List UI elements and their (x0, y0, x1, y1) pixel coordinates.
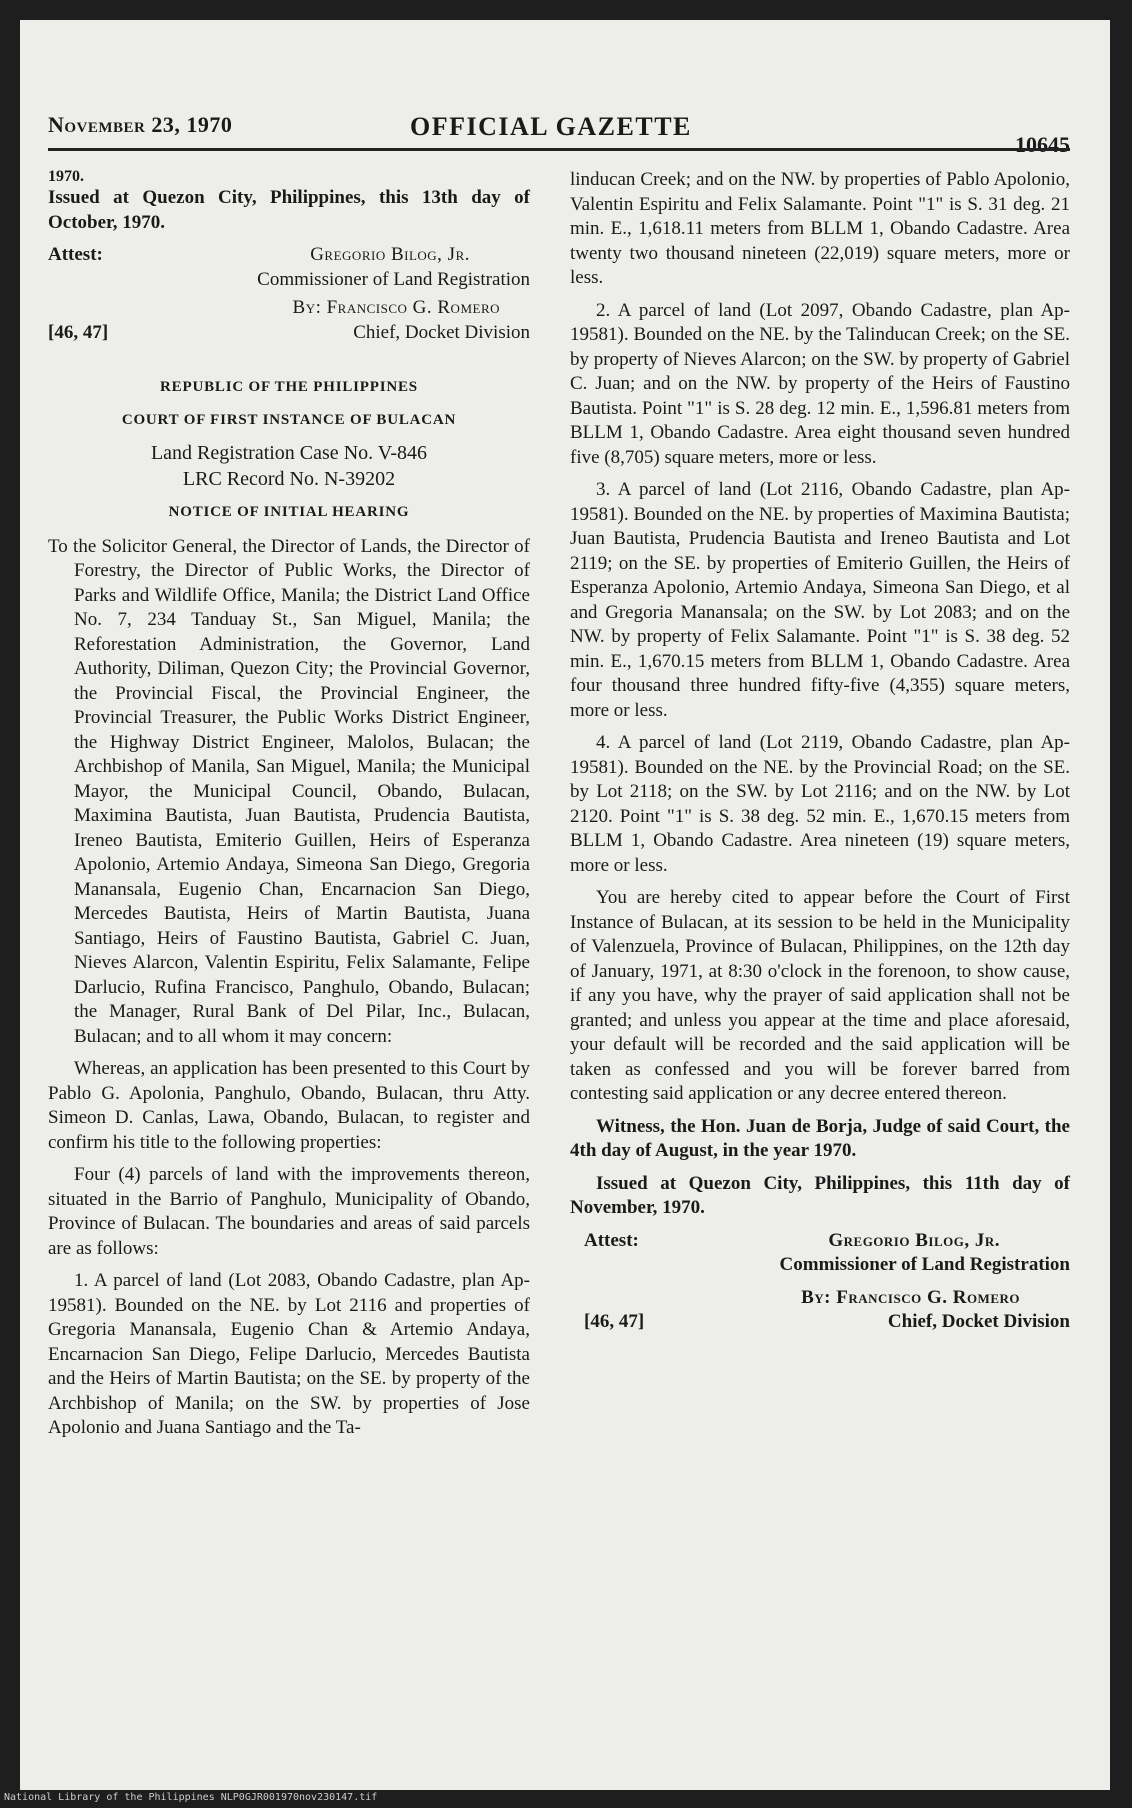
signer-title: Commissioner of Land Registration (779, 1254, 1070, 1275)
signer-name: Gregorio Bilog, Jr. (310, 244, 470, 265)
court-heading: COURT OF FIRST INSTANCE OF BULACAN (121, 411, 457, 428)
notice-title: NOTICE OF INITIAL HEARING (168, 504, 410, 520)
parcel-2-paragraph: 2. A parcel of land (Lot 2097, Obando Cadastre, plan Ap-19581). Bounded on the NE. by the Talinducan Creek; on the SE. by property of Nieves Alarcon; on the SW. by property of Gabriel C. Juan; and on the NW. by property of the Heirs of Faustino Bautista. Point "1" is S. 28 deg. 12 min. E., 1,596.81 meters from BLLM 1, Obando Cadastre. Area eight thousand seven hundred five (8,705) square meters, more or less. (570, 299, 1070, 468)
parcels-intro-paragraph: Four (4) parcels of land with the improvements thereon, situated in the Barrio of Panghulo, Municipality of Obando, Province of Bulacan. The boundaries and areas of said parcels are as follows: (48, 1164, 530, 1259)
reference-number: [46, 47] (48, 321, 109, 343)
chief-title: Chief, Docket Division (353, 321, 530, 343)
parcel-4-paragraph: 4. A parcel of land (Lot 2119, Obando Cadastre, plan Ap-19581). Bounded on the NE. by the Provincial Road; on the SE. by Lot 2118; on the SW. by Lot 2116; and on the NW. by Lot 2120. Point "1" is S. 38 deg. 52 min. E., 1,670.15 meters from BLLM 1, Obando Cadastre. Area nineteen (19) square meters, more or less. (570, 732, 1070, 876)
witness-paragraph: Witness, the Hon. Juan de Borja, Judge of said Court, the 4th day of August, in the year 1970. (570, 1115, 1070, 1161)
case-number: Land Registration Case No. V-846 (150, 442, 428, 464)
signer-name: Gregorio Bilog, Jr. (828, 1229, 1000, 1251)
reference-row (48, 321, 530, 346)
publication-title: OFFICIAL GAZETTE (410, 112, 692, 141)
right-column (570, 168, 1070, 1335)
issued-paragraph: Issued at Quezon City, Philippines, this 11th day of November, 1970. (570, 1172, 1070, 1218)
lrc-record-number: LRC Record No. N-39202 (182, 468, 396, 490)
attest-row (48, 243, 530, 268)
parcel-1-paragraph: 1. A parcel of land (Lot 2083, Obando Cadastre, plan Ap-19581). Bounded on the NE. by Lot 2116 and properties of Gregoria Manansala, Eugenio Chan & Artemio Andaya, Encarnacion San Diego, Felipe Darlucio, Mercedes Bautista and the Heirs of Martin Bautista; on the SE. by property of the Archbishop of Manila; on the SW. by properties of Jose Apolonio and Juana Santiago and the Ta- (48, 1270, 530, 1438)
gazette-page (20, 20, 1110, 1790)
left-column (48, 168, 530, 1449)
republic-heading: REPUBLIC OF THE PHILIPPINES (160, 379, 418, 395)
by-line: By: Francisco G. Romero (801, 1286, 1020, 1308)
attest-label: Attest: (48, 244, 103, 265)
by-line: By: Francisco G. Romero (292, 297, 500, 318)
addressee-paragraph: To the Solicitor General, the Director of Lands, the Director of Forestry, the Director of Public Works, the Director of Parks and Wildlife Office, Manila; the District Land Office No. 7, 234 Tanduay St., San Miguel, Manila; the Reforestation Administration, the Governor, Land Authority, Diliman, Quezon City; the Provincial Governor, the Provincial Fiscal, the Provincial Engineer, the Provincial Treasurer, the Public Works District Engineer, the Highway District Engineer, Malolos, Bulacan; the Archbishop of Manila, San Miguel, Manila; the Municipal Mayor, the Municipal Council, Obando, Bulacan, Maximina Bautista, Juan Bautista, Prudencia Bautista, Ireneo Bautista, Emiterio Guillen, Heirs of Esperanza Apolonio, Artemio Andaya, Simeona San Diego, Gregoria Manansala, Eugenio Chan, Encarnacion San Diego, Mercedes Bautista, Heirs of Martin Bautista, Juana Santiago, Heirs of Faustino Bautista, Gabriel C. Juan, Nieves Alarcon, Valentin Espiritu, Felix Salamante, Felipe Darlucio, Rufina Francisco, Panghulo, Obando, Bulacan; the Manager, Rural Bank of Del Pilar, Inc., Bulacan, Bulacan; and to all whom it may concern: (48, 535, 530, 1047)
parcel-1-continuation: linducan Creek; and on the NW. by properties of Pablo Apolonio, Valentin Espiritu and Felix Salamante. Point "1" is S. 31 deg. 21 min. E., 1,618.11 meters from BLLM 1, Obando Cadastre. Area twenty two thousand nineteen (22,019) square meters, more or less. (570, 169, 1070, 288)
reference-number: [46, 47] (584, 1311, 645, 1332)
page-number: 10645 (1015, 132, 1070, 157)
citation-paragraph: You are hereby cited to appear before the Court of First Instance of Bulacan, at its session to be held in the Municipality of Valenzuela, Province of Bulacan, Philippines, on the 12th day of January, 1971, at 8:30 o'clock in the forenoon, to show cause, if any you have, why the prayer of said application shall not be granted; and unless you appear at the time and place aforesaid, your default will be recorded and the said application will be taken as confessed and you will be forever barred from contesting said application or any decree entered thereon. (570, 887, 1070, 1104)
header-rule (48, 148, 1070, 151)
scan-footer: National Library of the Philippines NLP0GJR001970nov230147.tif (4, 1792, 378, 1803)
reference-row (570, 1310, 1070, 1335)
year-carryover: 1970. (48, 168, 84, 185)
signer-title: Commissioner of Land Registration (257, 268, 530, 290)
chief-title: Chief, Docket Division (887, 1311, 1070, 1332)
issued-statement: Issued at Quezon City, Philippines, this 13th day of October, 1970. (48, 187, 530, 233)
attest-row (570, 1229, 1070, 1254)
attest-label: Attest: (584, 1229, 639, 1251)
whereas-paragraph: Whereas, an application has been presented to this Court by Pablo G. Apolonia, Panghulo, Obando, Bulacan, thru Atty. Simeon D. Canlas, Lawa, Obando, Bulacan, to register and confirm his title to the following properties: (48, 1058, 530, 1153)
issue-date: November 23, 1970 (48, 112, 233, 137)
parcel-3-paragraph: 3. A parcel of land (Lot 2116, Obando Cadastre, plan Ap-19581). Bounded on the NE. by properties of Maximina Bautista; Juan Bautista, Prudencia Bautista and Ireneo Bautista and Lot 2119; on the SE. by properties of Emiterio Guillen, the Heirs of Esperanza Apolonio, Artemio Andaya, Simeona San Diego, et al and Gregoria Manansala; on the SW. by Lot 2083; and on the NW. by property of Felix Salamante. Point "1" is S. 38 deg. 52 min. E., 1,670.15 meters from BLLM 1, Obando Cadastre. Area four thousand three hundred fifty-five (4,355) square meters, more or less. (570, 479, 1070, 721)
